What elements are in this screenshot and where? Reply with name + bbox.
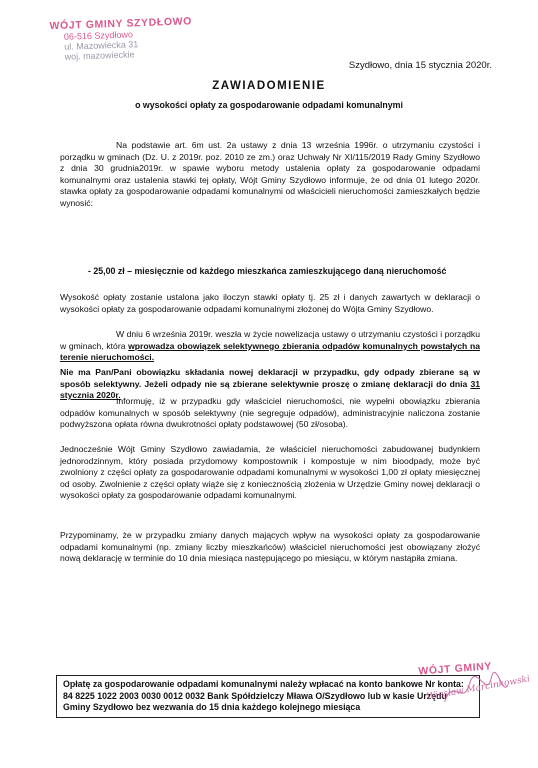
paragraph-calculation: Wysokość opłaty zostanie ustalona jako iloczyn stawki opłaty tj. 25 zł i danych zawartych w deklaracji o wysokości opłaty za gospodarowanie odpadami komunalnymi złożonej do Wójta Gminy Szydłowo. [60, 292, 480, 314]
fee-amount-line: - 25,00 zł – miesięcznie od każdego mieszkańca zamieszkującego daną nieruchomość [88, 266, 447, 276]
stamp-line-street: ul. Mazowiecka 31 [64, 39, 139, 52]
declaration-text: Nie ma Pan/Pani obowiązku składania nowej deklaracji w przypadku, gdy odpady zbierane są w sposób selektywny. Jeżeli odpady nie są zbierane selektywnie proszę o zmianę deklaracji do dnia [60, 367, 480, 389]
amendment-text: W dniu 6 września 2019r. weszła w życie nowelizacja ustawy o utrzymaniu czystości i porządku w gminach, która [60, 329, 480, 351]
official-stamp [49, 15, 193, 63]
signature-name: Wiesław Marcinkowski [425, 674, 531, 703]
paragraph-penalty: Informuję, iż w przypadku gdy właściciel nieruchomości, nie wypełni obowiązku zbierania odpadów komunalnych w sposób selektywny (nie segreguje odpadów), administracyjnie naliczona zostanie podwyższona opłata równa dwukrotności opłaty podstawowej (50 zł/osoba). [60, 396, 480, 430]
signature-stamp-title: WÓJT GMINY [418, 660, 493, 678]
document-title: ZAWIADOMIENIE [212, 80, 326, 92]
place-date: Szydłowo, dnia 15 stycznia 2020r. [348, 60, 492, 71]
amendment-highlight: wprowadza obowiązek selektywnego zbierania odpadów komunalnych powstałych na terenie nieruchomości. [60, 340, 480, 363]
paragraph-reminder: Przypominamy, że w przypadku zmiany danych mających wpływ na wysokości opłaty za gospodarowanie odpadami komunalnymi (np. zmiany liczby mieszkańców) właściciel nieruchomości jest obowiązany złożyć nową deklarację w terminie do 10 dnia miesiąca następującego po miesiącu, w którym nastąpiła zmiana. [60, 530, 480, 564]
paragraph-amendment [60, 329, 480, 364]
stamp-line-region: woj. mazowieckie [64, 49, 135, 62]
bank-account-box: Opłatę za gospodarowanie odpadami komunalnymi należy wpłacać na konto bankowe Nr konta: 84 8225 1022 2003 0030 0012 0032 Bank Spółdzielczy Mława O/Szydłowo lub w kasie Urzędu Gminy Szydłowo bez wezwania do 15 dnia każdego kolejnego miesiąca [56, 675, 480, 718]
document-subtitle: o wysokości opłaty za gospodarowanie odpadami komunalnymi [135, 100, 403, 110]
signature-stamp [418, 659, 531, 726]
paragraph-composting: Jednocześnie Wójt Gminy Szydłowo zawiadamia, że właściciel nieruchomości zabudowanej budynkiem jednorodzinnym, który posiada przydomowy kompostownik i kompostuje w nim bioodpady, może być zwolniony z części opłaty za gospodarowanie odpadami komunalnymi w wysokości 1,00 zł opłaty miesięcznej od osoby. Zwolnienie z części opłaty wiąże się z koniecznością złożenia w Urzędzie Gminy nowej deklaracji o wysokości opłaty za gospodarowanie odpadami komunalnymi. [60, 444, 480, 501]
paragraph-legal-basis: Na podstawie art. 6m ust. 2a ustawy z dnia 13 września 1996r. o utrzymaniu czystości i porządku w gminach (Dz. U. z 2019r. poz. 2010 ze zm.) oraz Uchwały Nr XI/115/2019 Rady Gminy Szydłowo z dnia 30 grudnia2019r. w spawie wyboru metody ustalenia opłaty za gospodarowanie odpadami komunalnymi oraz ustalenia stawki tej opłaty, Wójt Gminy Szydłowo informuje, że od dnia 01 lutego 2020r. stawka opłaty za gospodarowanie odpadami komunalnymi od właścicieli nieruchomości zamieszkałych będzie wynosić: [60, 140, 480, 208]
stamp-line-office: WÓJT GMINY SZYDŁOWO [49, 15, 193, 33]
stamp-line-postal: 06-516 Szydłowo [63, 29, 134, 42]
declaration-deadline: 31 stycznia 2020r. [60, 378, 480, 401]
